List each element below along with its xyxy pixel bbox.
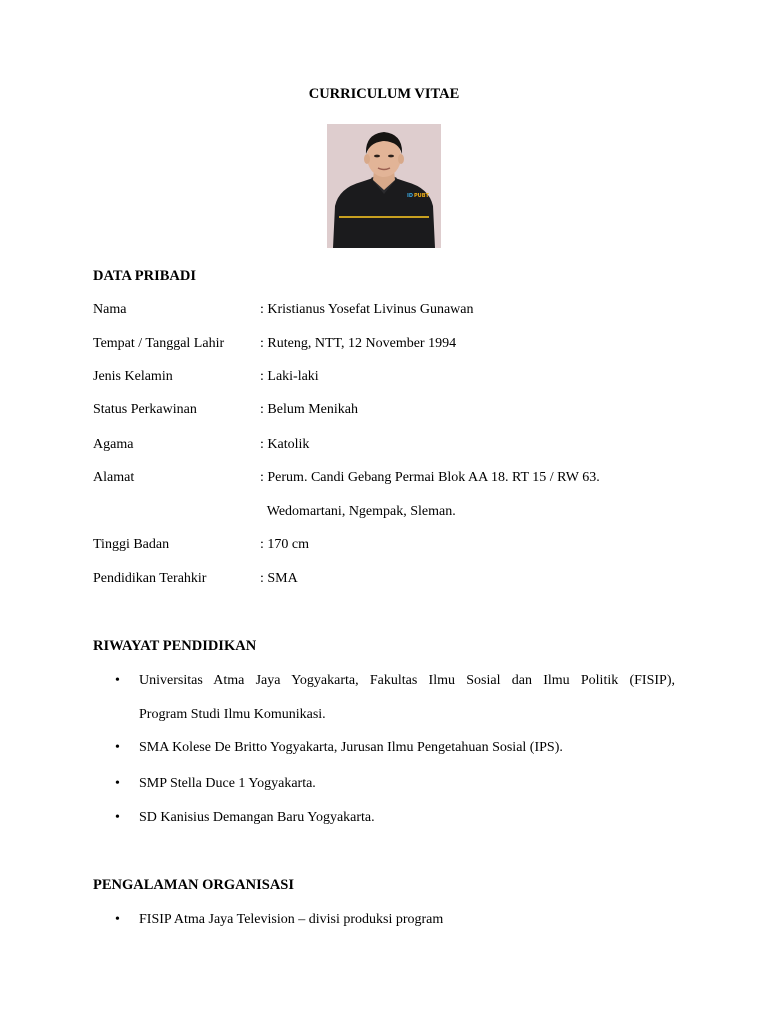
info-value: : 170 cm <box>260 537 309 552</box>
shirt-logo: ID <box>407 193 414 199</box>
info-value: : SMA <box>260 571 298 586</box>
bullet-icon: • <box>115 776 120 791</box>
info-label: Agama <box>93 437 134 452</box>
info-value: : Kristianus Yosefat Livinus Gunawan <box>260 302 474 317</box>
info-row <box>93 369 693 389</box>
info-label: Tinggi Badan <box>93 537 170 552</box>
list-item-text: FISIP Atma Jaya Television – divisi produksi program <box>139 912 444 927</box>
section-heading-riwayat-pendidikan: RIWAYAT PENDIDIKAN <box>93 638 257 654</box>
info-row <box>93 504 693 524</box>
list-item-text: Universitas Atma Jaya Yogyakarta, Fakultas Ilmu Sosial dan Ilmu Politik (FISIP), <box>139 673 675 688</box>
info-value: : Laki-laki <box>260 369 319 384</box>
list-item-text: Program Studi Ilmu Komunikasi. <box>139 707 326 722</box>
list-item-text: SMP Stella Duce 1 Yogyakarta. <box>139 776 316 791</box>
info-row <box>93 470 693 490</box>
info-value: Wedomartani, Ngempak, Sleman. <box>260 504 456 519</box>
info-row <box>93 571 693 591</box>
info-value: : Ruteng, NTT, 12 November 1994 <box>260 336 457 351</box>
info-label: Jenis Kelamin <box>93 369 173 384</box>
info-value: : Belum Menikah <box>260 402 358 417</box>
list-item-text: SD Kanisius Demangan Baru Yogyakarta. <box>139 810 375 825</box>
list-item-text: SMA Kolese De Britto Yogyakarta, Jurusan Ilmu Pengetahuan Sosial (IPS). <box>139 740 563 755</box>
info-label: Nama <box>93 302 127 317</box>
svg-text:PUBT: PUBT <box>414 193 429 199</box>
info-row <box>93 402 693 422</box>
section-heading-data-pribadi: DATA PRIBADI <box>93 268 196 284</box>
info-value: : Perum. Candi Gebang Permai Blok AA 18. RT 15 / RW 63. <box>260 470 600 485</box>
bullet-icon: • <box>115 912 120 927</box>
info-row <box>93 302 693 322</box>
info-label: Status Perkawinan <box>93 402 197 417</box>
info-row <box>93 437 693 457</box>
section-heading-pengalaman-organisasi: PENGALAMAN ORGANISASI <box>93 877 295 893</box>
bullet-icon: • <box>115 740 120 755</box>
bullet-icon: • <box>115 810 120 825</box>
profile-photo <box>327 124 441 248</box>
bullet-icon: • <box>115 673 120 688</box>
info-row <box>93 537 693 557</box>
info-value: : Katolik <box>260 437 310 452</box>
profile-photo-image <box>327 124 441 248</box>
info-row <box>93 336 693 356</box>
info-label: Alamat <box>93 470 135 485</box>
document-title: CURRICULUM VITAE <box>308 86 460 102</box>
info-label: Tempat / Tanggal Lahir <box>93 336 225 351</box>
info-label: Pendidikan Terahkir <box>93 571 207 586</box>
